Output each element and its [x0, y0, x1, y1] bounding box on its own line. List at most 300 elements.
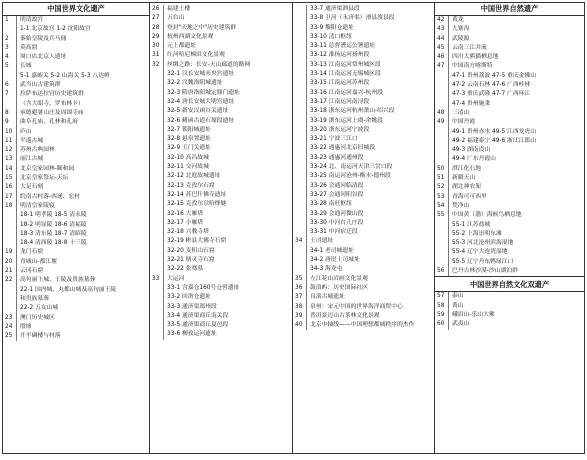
item-number: 36 [293, 284, 307, 293]
item-number: 26 [150, 5, 164, 14]
item-label: 47-3 重庆武隆 47-7 广西环江 [452, 91, 531, 98]
item-label: 32-13 克孜尔石窟 [167, 182, 215, 189]
item-label: 普洱景迈山古茶林文化景观 [310, 312, 380, 319]
item-number [435, 81, 449, 90]
item-number [293, 33, 307, 42]
list-item [293, 89, 434, 98]
item-number [3, 286, 17, 295]
item-label: 丽江古城 [20, 156, 44, 163]
item-number: 1 [3, 16, 17, 25]
item-label: 澄江化石地 [452, 165, 481, 172]
item-number: 57 [435, 292, 449, 301]
item-label: 中国南方喀斯特 [452, 63, 493, 70]
item-number [293, 42, 307, 51]
list-item [435, 202, 584, 211]
item-label: 32-4 唐长安城大明宫遗址 [167, 98, 235, 105]
item-number [3, 72, 17, 81]
item-label: 47-2 云南石林 47-6 广西桂林 [452, 82, 531, 89]
item-label: 秦始皇陵及兵马俑 [20, 35, 67, 42]
list-item [150, 219, 292, 228]
list-item [3, 332, 149, 341]
item-label: 32-10 高昌故城 [167, 154, 209, 161]
item-label: 33-22 通惠河北京旧城段 [310, 145, 376, 152]
list-item [150, 33, 292, 42]
item-label: 33-18 浙东运河杭州萧山-绍兴段 [310, 108, 395, 115]
list-item [3, 53, 149, 62]
item-label: 红河哈尼梯田文化景观 [167, 52, 225, 59]
item-number: 40 [293, 321, 307, 330]
list-item [435, 320, 584, 329]
list-item [150, 330, 292, 339]
item-number: 45 [435, 44, 449, 53]
item-number [150, 107, 164, 116]
item-label: 32-18 兴教寺塔 [167, 229, 209, 236]
item-label: 33-1 含嘉仓160号仓窖遗址 [167, 284, 240, 291]
cultural-list-1 [3, 16, 149, 341]
item-label: 33-27 会通河阳谷段 [310, 191, 364, 198]
item-label: 杭州西湖文化景观 [167, 33, 214, 40]
list-item [293, 154, 434, 163]
item-label: 福建土楼 [167, 6, 191, 12]
item-label: 湖北神农架 [452, 184, 481, 191]
item-label: 32-6 崤函古道石壕段遗址 [167, 117, 235, 124]
item-label: 33-2 回洛仓遗址 [167, 294, 211, 301]
item-label: 丝绸之路：长安-天山廊道的路网 [167, 61, 251, 68]
item-number [3, 221, 17, 230]
item-label: 莫高窟 [20, 44, 38, 51]
item-label: 47-1 贵州荔波 47-5 重庆金佛山 [452, 72, 537, 79]
item-label: 32-20 麦积山石窟 [167, 247, 215, 254]
list-item [435, 258, 584, 267]
item-label: 和贵族墓葬 [20, 295, 49, 302]
item-label: 长城 [20, 63, 32, 70]
item-label: 33-14 江南运河无锡城区段 [310, 71, 381, 78]
list-item [150, 312, 292, 321]
item-label: 澳门历史城区 [20, 314, 55, 321]
item-label: 平遥古城 [20, 137, 44, 144]
list-item [293, 219, 434, 228]
list-item [150, 293, 292, 302]
item-number [435, 230, 449, 239]
list-item [150, 172, 292, 181]
list-item [293, 172, 434, 181]
list-item [150, 70, 292, 79]
item-label: 32-1 汉长安城未央宫遗址 [167, 71, 235, 78]
list-item [293, 135, 434, 144]
list-item [3, 137, 149, 146]
list-item [435, 230, 584, 239]
list-item [150, 275, 292, 284]
list-item [3, 16, 149, 25]
list-item [293, 107, 434, 116]
list-item [3, 146, 149, 155]
item-label: 33-12 淮扬运河扬州段 [310, 52, 370, 59]
list-item [435, 292, 584, 301]
item-label: 黄龙 [452, 17, 464, 23]
item-label: 32-14 苏巴什佛寺遗址 [167, 191, 227, 198]
item-number: 46 [435, 53, 449, 62]
item-label: 55-2 上海崇明东滩 [452, 230, 502, 237]
list-item [3, 276, 149, 285]
item-number [3, 230, 17, 239]
item-label: 中国丹霞 [452, 119, 476, 126]
item-label: 九寨沟 [452, 26, 470, 33]
list-item [3, 118, 149, 127]
list-item [150, 89, 292, 98]
item-number: 16 [3, 183, 17, 192]
item-number [293, 265, 307, 274]
natural-list [435, 16, 584, 277]
list-item [293, 275, 434, 284]
item-label: 青城山-都江堰 [20, 258, 57, 265]
item-label: 32-7 锁阳城遗址 [167, 126, 211, 133]
item-number: 48 [435, 109, 449, 118]
item-label: 32-9 玉门关遗址 [167, 145, 211, 152]
list-item [3, 165, 149, 174]
item-number [293, 24, 307, 33]
list-item [3, 128, 149, 137]
item-number [150, 256, 164, 265]
item-label: 周口店北京人遗址 [20, 54, 67, 61]
item-label: 北京中轴线——中国理想都城秩序的杰作 [310, 322, 415, 329]
item-number: 56 [435, 267, 449, 276]
item-label: 55-5 辽宁丹东鸭绿江口 [452, 258, 514, 265]
item-number: 2 [3, 35, 17, 44]
item-number [435, 137, 449, 146]
item-number: 3 [3, 44, 17, 53]
item-number [293, 172, 307, 181]
item-label: 18-2 明显陵 18-6 清福陵 [20, 221, 87, 228]
item-number: 6 [3, 81, 17, 90]
list-item [435, 211, 584, 220]
list-item [150, 14, 292, 23]
item-label: 32-17 小雁塔 [167, 219, 204, 226]
item-number: 34 [293, 237, 307, 246]
list-item [3, 304, 149, 313]
item-number: 8 [3, 109, 17, 118]
item-number: 35 [293, 275, 307, 284]
item-number: 20 [3, 258, 17, 267]
item-number: 55 [435, 211, 449, 220]
item-label: 18-1 明孝陵 18-5 清永陵 [20, 212, 87, 219]
mixed-list [435, 292, 584, 329]
item-number [435, 239, 449, 248]
list-item [3, 183, 149, 192]
item-number: 22 [3, 276, 17, 285]
item-number [150, 219, 164, 228]
item-label: 泰山 [452, 293, 464, 300]
list-item [293, 237, 434, 246]
list-item [293, 51, 434, 60]
item-label: 32-12 北庭故城遗址 [167, 173, 221, 180]
list-item [293, 210, 434, 219]
list-item [435, 302, 584, 311]
list-item [150, 135, 292, 144]
list-item [435, 239, 584, 248]
list-item [150, 98, 292, 107]
item-label: 高句丽王城、王陵及贵族墓葬 [20, 277, 96, 284]
list-item [293, 321, 434, 330]
item-number [150, 210, 164, 219]
item-number [3, 304, 17, 313]
list-item [3, 211, 149, 220]
list-item [3, 25, 149, 34]
item-label: 33-13 江南运河常州城区段 [310, 61, 381, 68]
item-number: 42 [435, 16, 449, 25]
item-label: 49-2 福建泰宁 49-6 浙江江郎山 [452, 137, 537, 144]
list-item [150, 126, 292, 135]
list-item [435, 118, 584, 127]
list-item [150, 303, 292, 312]
heritage-list-table [2, 2, 585, 454]
item-number [150, 191, 164, 200]
item-number [150, 247, 164, 256]
item-number [293, 228, 307, 237]
item-label: 五台山 [167, 15, 185, 22]
list-item [150, 200, 292, 209]
item-number: 38 [293, 303, 307, 312]
item-number: 39 [293, 312, 307, 321]
item-label: 32-19 彬县大佛寺石窟 [167, 238, 227, 245]
item-label: 33-21 宁波三江口 [310, 136, 358, 143]
list-item [293, 228, 434, 237]
item-number: 13 [3, 155, 17, 164]
cultural-list-3 [293, 3, 434, 330]
item-number [3, 239, 17, 248]
item-label: 云冈石窟 [20, 268, 44, 275]
list-item [435, 35, 584, 44]
item-number: 17 [3, 193, 17, 202]
item-number: 23 [3, 314, 17, 323]
list-item [150, 61, 292, 70]
list-item [435, 267, 584, 276]
list-item [293, 144, 434, 153]
item-number: 10 [3, 128, 17, 137]
item-label: 1-1 北京故宫 1-2 沈阳故宫 [20, 26, 91, 33]
column-cultural-2 [150, 3, 293, 453]
item-label: 33-31 中河宿迁段 [310, 229, 358, 236]
item-label: 33-20 浙东运河宁波段 [310, 126, 370, 133]
item-number [435, 258, 449, 267]
item-label: 鼓浪屿：历史国际社区 [310, 284, 368, 291]
item-number: 28 [150, 24, 164, 33]
item-number: 52 [435, 183, 449, 192]
list-item [150, 182, 292, 191]
item-number [150, 330, 164, 339]
item-label: 32-16 大雁塔 [167, 210, 204, 217]
item-number [435, 72, 449, 81]
list-item [293, 5, 434, 14]
item-number [293, 219, 307, 228]
list-item [435, 25, 584, 34]
list-item [150, 5, 292, 14]
list-item [3, 193, 149, 202]
item-label: 中国黄（渤）海候鸟栖息地 [452, 212, 522, 219]
list-item [3, 90, 149, 99]
item-number: 5 [3, 62, 17, 71]
list-item [435, 109, 584, 118]
item-label: 殷墟 [20, 323, 32, 330]
item-number: 12 [3, 146, 17, 155]
item-label: 32-21 炳灵寺石窟 [167, 257, 215, 264]
item-label: 北京皇家园林-颐和园 [20, 165, 75, 172]
item-number: 59 [435, 311, 449, 320]
item-label: 大运河 [167, 275, 185, 282]
item-number: 44 [435, 35, 449, 44]
item-number [293, 98, 307, 107]
item-number [150, 117, 164, 126]
item-number [293, 247, 307, 256]
item-number [293, 182, 307, 191]
item-label: 开平碉楼与村落 [20, 333, 61, 340]
item-label: 18-3 清东陵 18-7 清昭陵 [20, 230, 87, 237]
item-number [150, 265, 164, 274]
item-label: 左江花山岩画文化景观 [310, 275, 368, 282]
item-label: 33-19 浙东运河上虞-余姚段 [310, 117, 383, 124]
item-label: 梵净山 [452, 202, 470, 209]
item-label: 33-8 卫河（永济渠）滑县浚县段 [310, 15, 395, 22]
item-label: 33-17 江南运河南浔段 [310, 98, 370, 105]
item-label: 新疆天山 [452, 175, 476, 182]
item-number: 30 [150, 42, 164, 51]
item-number [293, 210, 307, 219]
item-number: 19 [3, 248, 17, 257]
item-label: 32-22 张骞墓 [167, 266, 204, 273]
item-label: 32-2 汉魏洛阳城遗址 [167, 80, 223, 87]
item-label: 34-3 海龙屯 [310, 266, 343, 273]
item-number: 9 [3, 118, 17, 127]
list-item [3, 81, 149, 90]
list-item [293, 247, 434, 256]
list-item [435, 81, 584, 90]
list-item [293, 14, 434, 23]
list-item [293, 79, 434, 88]
list-item [3, 35, 149, 44]
list-item [150, 79, 292, 88]
list-item [150, 42, 292, 51]
item-number [150, 312, 164, 321]
list-item [435, 155, 584, 164]
item-label: 32-5 新安汉函谷关遗址 [167, 108, 229, 115]
cultural-list-2 [150, 3, 292, 340]
item-number: 29 [150, 33, 164, 42]
item-label: 33-24 北、南运河天津三岔口段 [310, 164, 393, 171]
list-item [293, 163, 434, 172]
item-label: 峨眉山-乐山大佛 [452, 311, 495, 318]
item-number: 31 [150, 51, 164, 60]
list-item [435, 248, 584, 257]
list-item [3, 267, 149, 276]
item-number: 54 [435, 202, 449, 211]
item-label: 32-8 悬泉置遗址 [167, 136, 211, 143]
item-label: 武陵源 [452, 35, 470, 42]
item-number: 15 [3, 174, 17, 183]
list-item [3, 62, 149, 71]
item-number [150, 79, 164, 88]
item-number [293, 70, 307, 79]
item-label: 良渚古城遗址 [310, 294, 345, 301]
list-item [150, 191, 292, 200]
list-item [435, 174, 584, 183]
item-number: 49 [435, 118, 449, 127]
list-item [435, 311, 584, 320]
item-number [150, 135, 164, 144]
item-number: 21 [3, 267, 17, 276]
item-label: 皖南古村落-西递、宏村 [20, 193, 81, 200]
list-item [3, 155, 149, 164]
item-number [293, 117, 307, 126]
item-label: 苏州古典园林 [20, 147, 55, 154]
item-label: 55-1 江苏盐城 [452, 221, 491, 228]
list-item [3, 295, 149, 304]
list-item [3, 323, 149, 332]
item-number [293, 79, 307, 88]
item-number: 24 [3, 323, 17, 332]
item-label: 北京皇家祭坛-天坛 [20, 175, 69, 182]
item-number [435, 221, 449, 230]
item-label: 33-3 通济渠郑州段 [167, 303, 217, 310]
list-item [150, 321, 292, 330]
list-item [293, 265, 434, 274]
item-label: 四川大熊猫栖息地 [452, 54, 499, 61]
item-number [150, 182, 164, 191]
item-number [3, 100, 17, 109]
item-label: 34-1 老司城遗址 [310, 247, 354, 254]
item-number: 4 [3, 53, 17, 62]
item-number: 60 [435, 320, 449, 329]
item-label: 武当山古建筑群 [20, 82, 61, 89]
list-item [293, 126, 434, 135]
item-label: 18-4 清西陵 18-8 十三陵 [20, 240, 87, 247]
list-item [435, 44, 584, 53]
item-number [435, 146, 449, 155]
list-item [3, 174, 149, 183]
column-natural [435, 3, 584, 453]
list-item [150, 237, 292, 246]
list-item [3, 109, 149, 118]
list-item [150, 228, 292, 237]
list-item [293, 70, 434, 79]
item-number: 25 [3, 332, 17, 341]
item-number: 43 [435, 25, 449, 34]
list-item [293, 284, 434, 293]
list-item [150, 117, 292, 126]
item-label: 33-9 黎阳仓遗址 [310, 24, 354, 31]
item-label: 55-3 河北沧州滨海湿地 [452, 240, 514, 247]
item-label: 土司遗址 [310, 238, 334, 245]
list-item [150, 247, 292, 256]
list-item [3, 239, 149, 248]
list-item [3, 258, 149, 267]
item-number [150, 200, 164, 209]
mixed-heritage-header: 中国世界自然文化双遗产 [435, 279, 584, 292]
item-label: 33-23 通惠河通州段 [310, 154, 364, 161]
item-label: 49-4 广东丹霞山 [452, 156, 496, 163]
item-number [150, 89, 164, 98]
item-number [293, 126, 307, 135]
item-label: 33-6 柳孜运河遗址 [167, 331, 217, 338]
item-number: 7 [3, 90, 17, 99]
item-label: 拉萨布达拉宫历史建筑群 [20, 91, 84, 98]
list-item [3, 286, 149, 295]
item-number [293, 200, 307, 209]
list-item [3, 100, 149, 109]
list-item [435, 16, 584, 25]
item-number [293, 51, 307, 60]
item-label: 33-30 中河台儿庄段 [310, 219, 364, 226]
list-item [293, 33, 434, 42]
item-number [293, 89, 307, 98]
